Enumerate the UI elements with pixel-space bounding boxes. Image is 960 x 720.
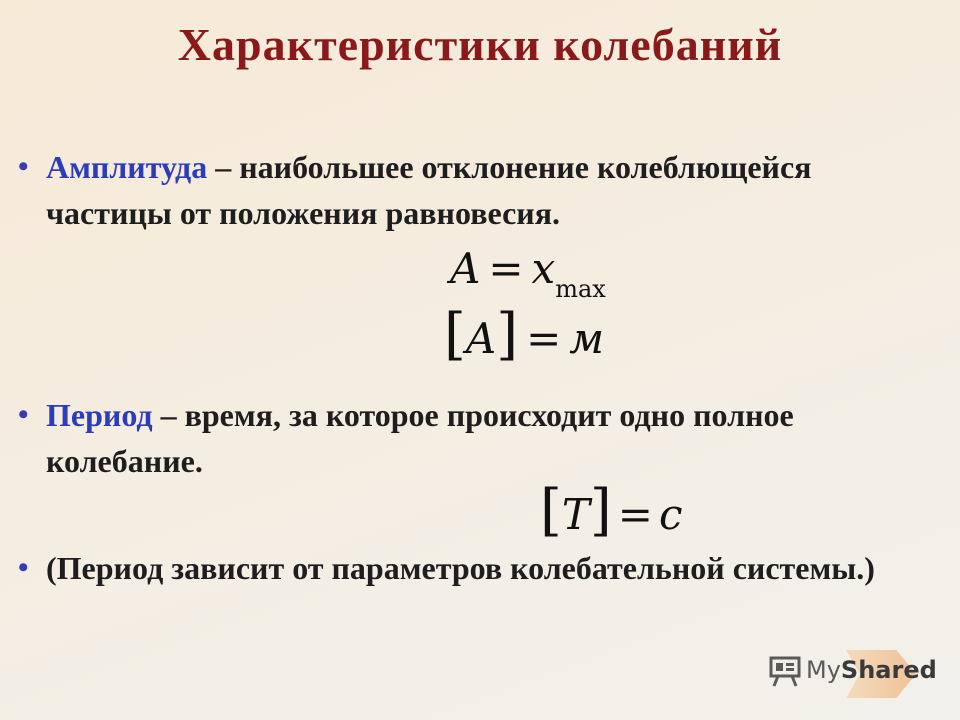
formula-bracket-open: [ bbox=[540, 478, 562, 543]
definition-period: – время, за которое происходит одно полное колебание. bbox=[46, 397, 794, 479]
formula-equals: = bbox=[488, 244, 524, 293]
note-text: (Период зависит от параметров колебательной системы.) bbox=[46, 550, 875, 586]
formula-unit: м bbox=[569, 314, 605, 363]
formula-equals: = bbox=[526, 314, 562, 363]
formula-bracket-open: [ bbox=[444, 302, 466, 367]
formula-amplitude-unit bbox=[444, 302, 604, 367]
formula-var: x bbox=[531, 244, 556, 293]
bullet-dot: • bbox=[18, 551, 29, 584]
bullet-dot: • bbox=[18, 150, 29, 183]
bullet-text bbox=[46, 144, 878, 236]
term-amplitude: Амплитуда bbox=[46, 149, 208, 185]
logo-text-my: My bbox=[806, 656, 841, 684]
formula-bracket-close: ] bbox=[496, 302, 519, 367]
formula-amplitude bbox=[450, 244, 606, 303]
bullet-text bbox=[46, 545, 878, 591]
logo-text-shared: Shared bbox=[840, 656, 937, 684]
bullet-amplitude bbox=[18, 144, 878, 236]
bullet-note bbox=[18, 545, 878, 591]
formula-var: T bbox=[561, 490, 590, 539]
presentation-board-icon bbox=[768, 654, 802, 688]
formula-var: A bbox=[465, 314, 497, 363]
definition-amplitude: – наибольшее отклонение колеблющейся частицы от положения равновесия. bbox=[46, 149, 812, 231]
term-period: Период bbox=[46, 397, 153, 433]
bullet-text bbox=[46, 392, 878, 484]
formula-equals: = bbox=[617, 490, 653, 539]
bullet-dot: • bbox=[18, 398, 29, 431]
bullet-period bbox=[18, 392, 878, 484]
formula-bracket-close: ] bbox=[589, 478, 612, 543]
formula-subscript: max bbox=[555, 275, 606, 303]
formula-period-unit bbox=[540, 478, 682, 543]
myshared-text bbox=[806, 656, 937, 684]
slide-title: Характеристики колебаний bbox=[177, 19, 783, 70]
formula-unit: с bbox=[658, 490, 683, 539]
formula-var: A bbox=[450, 244, 481, 293]
myshared-logo[interactable] bbox=[764, 646, 940, 702]
